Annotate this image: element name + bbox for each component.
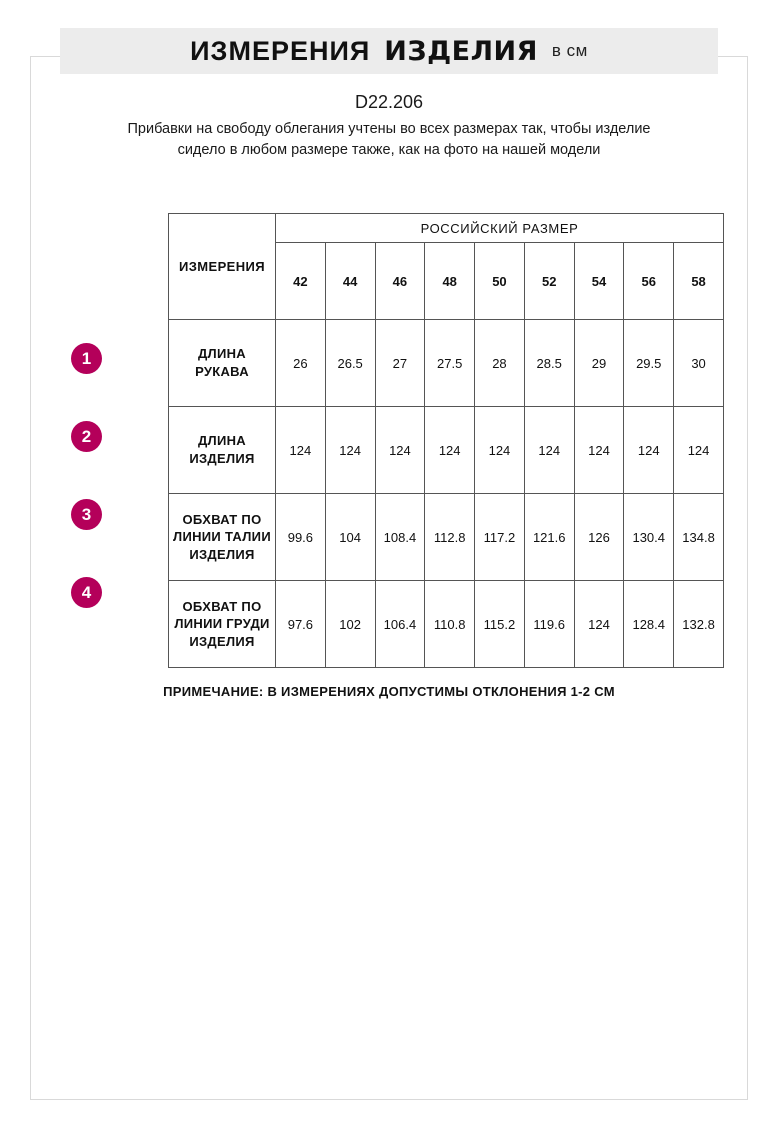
cell-r1-c1: 124 xyxy=(325,407,375,494)
table-row xyxy=(169,494,724,581)
table-row xyxy=(169,407,724,494)
table-group-header-row xyxy=(169,214,724,243)
cell-r1-c5: 124 xyxy=(524,407,574,494)
cell-r3-c5: 119.6 xyxy=(524,581,574,668)
cell-r3-c6: 124 xyxy=(574,581,624,668)
size-header-42: 42 xyxy=(276,243,326,320)
cell-r0-c1: 26.5 xyxy=(325,320,375,407)
cell-r3-c2: 106.4 xyxy=(375,581,425,668)
cell-r3-c1: 102 xyxy=(325,581,375,668)
cell-r2-c8: 134.8 xyxy=(674,494,724,581)
table-row xyxy=(169,320,724,407)
badge-1: 1 xyxy=(71,343,102,374)
cell-r2-c3: 112.8 xyxy=(425,494,475,581)
size-header-46: 46 xyxy=(375,243,425,320)
table-row xyxy=(169,581,724,668)
cell-r2-c0: 99.6 xyxy=(276,494,326,581)
row-label-product-length: ДЛИНА ИЗДЕЛИЯ xyxy=(169,407,276,494)
measurements-page xyxy=(0,28,778,1128)
header-russian-size: РОССИЙСКИЙ РАЗМЕР xyxy=(276,214,724,243)
size-header-48: 48 xyxy=(425,243,475,320)
cell-r3-c3: 110.8 xyxy=(425,581,475,668)
cell-r0-c2: 27 xyxy=(375,320,425,407)
header-measurements: ИЗМЕРЕНИЯ xyxy=(169,214,276,320)
measurements-table-wrap xyxy=(60,213,718,668)
title-banner xyxy=(60,28,718,74)
cell-r2-c2: 108.4 xyxy=(375,494,425,581)
title-product: ИЗДЕЛИЯ xyxy=(384,35,538,67)
cell-r1-c6: 124 xyxy=(574,407,624,494)
cell-r3-c8: 132.8 xyxy=(674,581,724,668)
badge-3: 3 xyxy=(71,499,102,530)
row-label-sleeve-length: ДЛИНА РУКАВА xyxy=(169,320,276,407)
size-header-52: 52 xyxy=(524,243,574,320)
cell-r1-c7: 124 xyxy=(624,407,674,494)
article-code: D22.206 xyxy=(354,92,424,112)
cell-r2-c1: 104 xyxy=(325,494,375,581)
cell-r3-c7: 128.4 xyxy=(624,581,674,668)
measurements-table xyxy=(168,213,724,668)
cell-r0-c0: 26 xyxy=(276,320,326,407)
size-header-44: 44 xyxy=(325,243,375,320)
page-content xyxy=(0,28,778,699)
cell-r2-c4: 117.2 xyxy=(475,494,525,581)
cell-r2-c5: 121.6 xyxy=(524,494,574,581)
cell-r1-c3: 124 xyxy=(425,407,475,494)
title-measurements: ИЗМЕРЕНИЯ xyxy=(190,35,371,66)
tolerance-note: ПРИМЕЧАНИЕ: В ИЗМЕРЕНИЯХ ДОПУСТИМЫ ОТКЛОНЕНИЯ 1-2 СМ xyxy=(163,684,615,700)
cell-r3-c4: 115.2 xyxy=(475,581,525,668)
size-header-54: 54 xyxy=(574,243,624,320)
cell-r0-c3: 27.5 xyxy=(425,320,475,407)
size-header-56: 56 xyxy=(624,243,674,320)
row-label-chest-girth: ОБХВАТ ПО ЛИНИИ ГРУДИ ИЗДЕЛИЯ xyxy=(169,581,276,668)
size-header-50: 50 xyxy=(475,243,525,320)
badge-4: 4 xyxy=(71,577,102,608)
cell-r2-c7: 130.4 xyxy=(624,494,674,581)
cell-r1-c8: 124 xyxy=(674,407,724,494)
cell-r0-c4: 28 xyxy=(475,320,525,407)
cell-r1-c2: 124 xyxy=(375,407,425,494)
badge-2: 2 xyxy=(71,421,102,452)
cell-r0-c5: 28.5 xyxy=(524,320,574,407)
cell-r1-c0: 124 xyxy=(276,407,326,494)
cell-r3-c0: 97.6 xyxy=(276,581,326,668)
cell-r2-c6: 126 xyxy=(574,494,624,581)
cell-r0-c7: 29.5 xyxy=(624,320,674,407)
cell-r1-c4: 124 xyxy=(475,407,525,494)
title-unit: в см xyxy=(551,41,588,60)
cell-r0-c8: 30 xyxy=(674,320,724,407)
cell-r0-c6: 29 xyxy=(574,320,624,407)
size-header-58: 58 xyxy=(674,243,724,320)
fit-note: Прибавки на свободу облегания учтены во всех размерах так, чтобы изделие сидело в любом размере также, как на фото на нашей модели xyxy=(127,121,651,159)
row-label-waist-girth: ОБХВАТ ПО ЛИНИИ ТАЛИИ ИЗДЕЛИЯ xyxy=(169,494,276,581)
